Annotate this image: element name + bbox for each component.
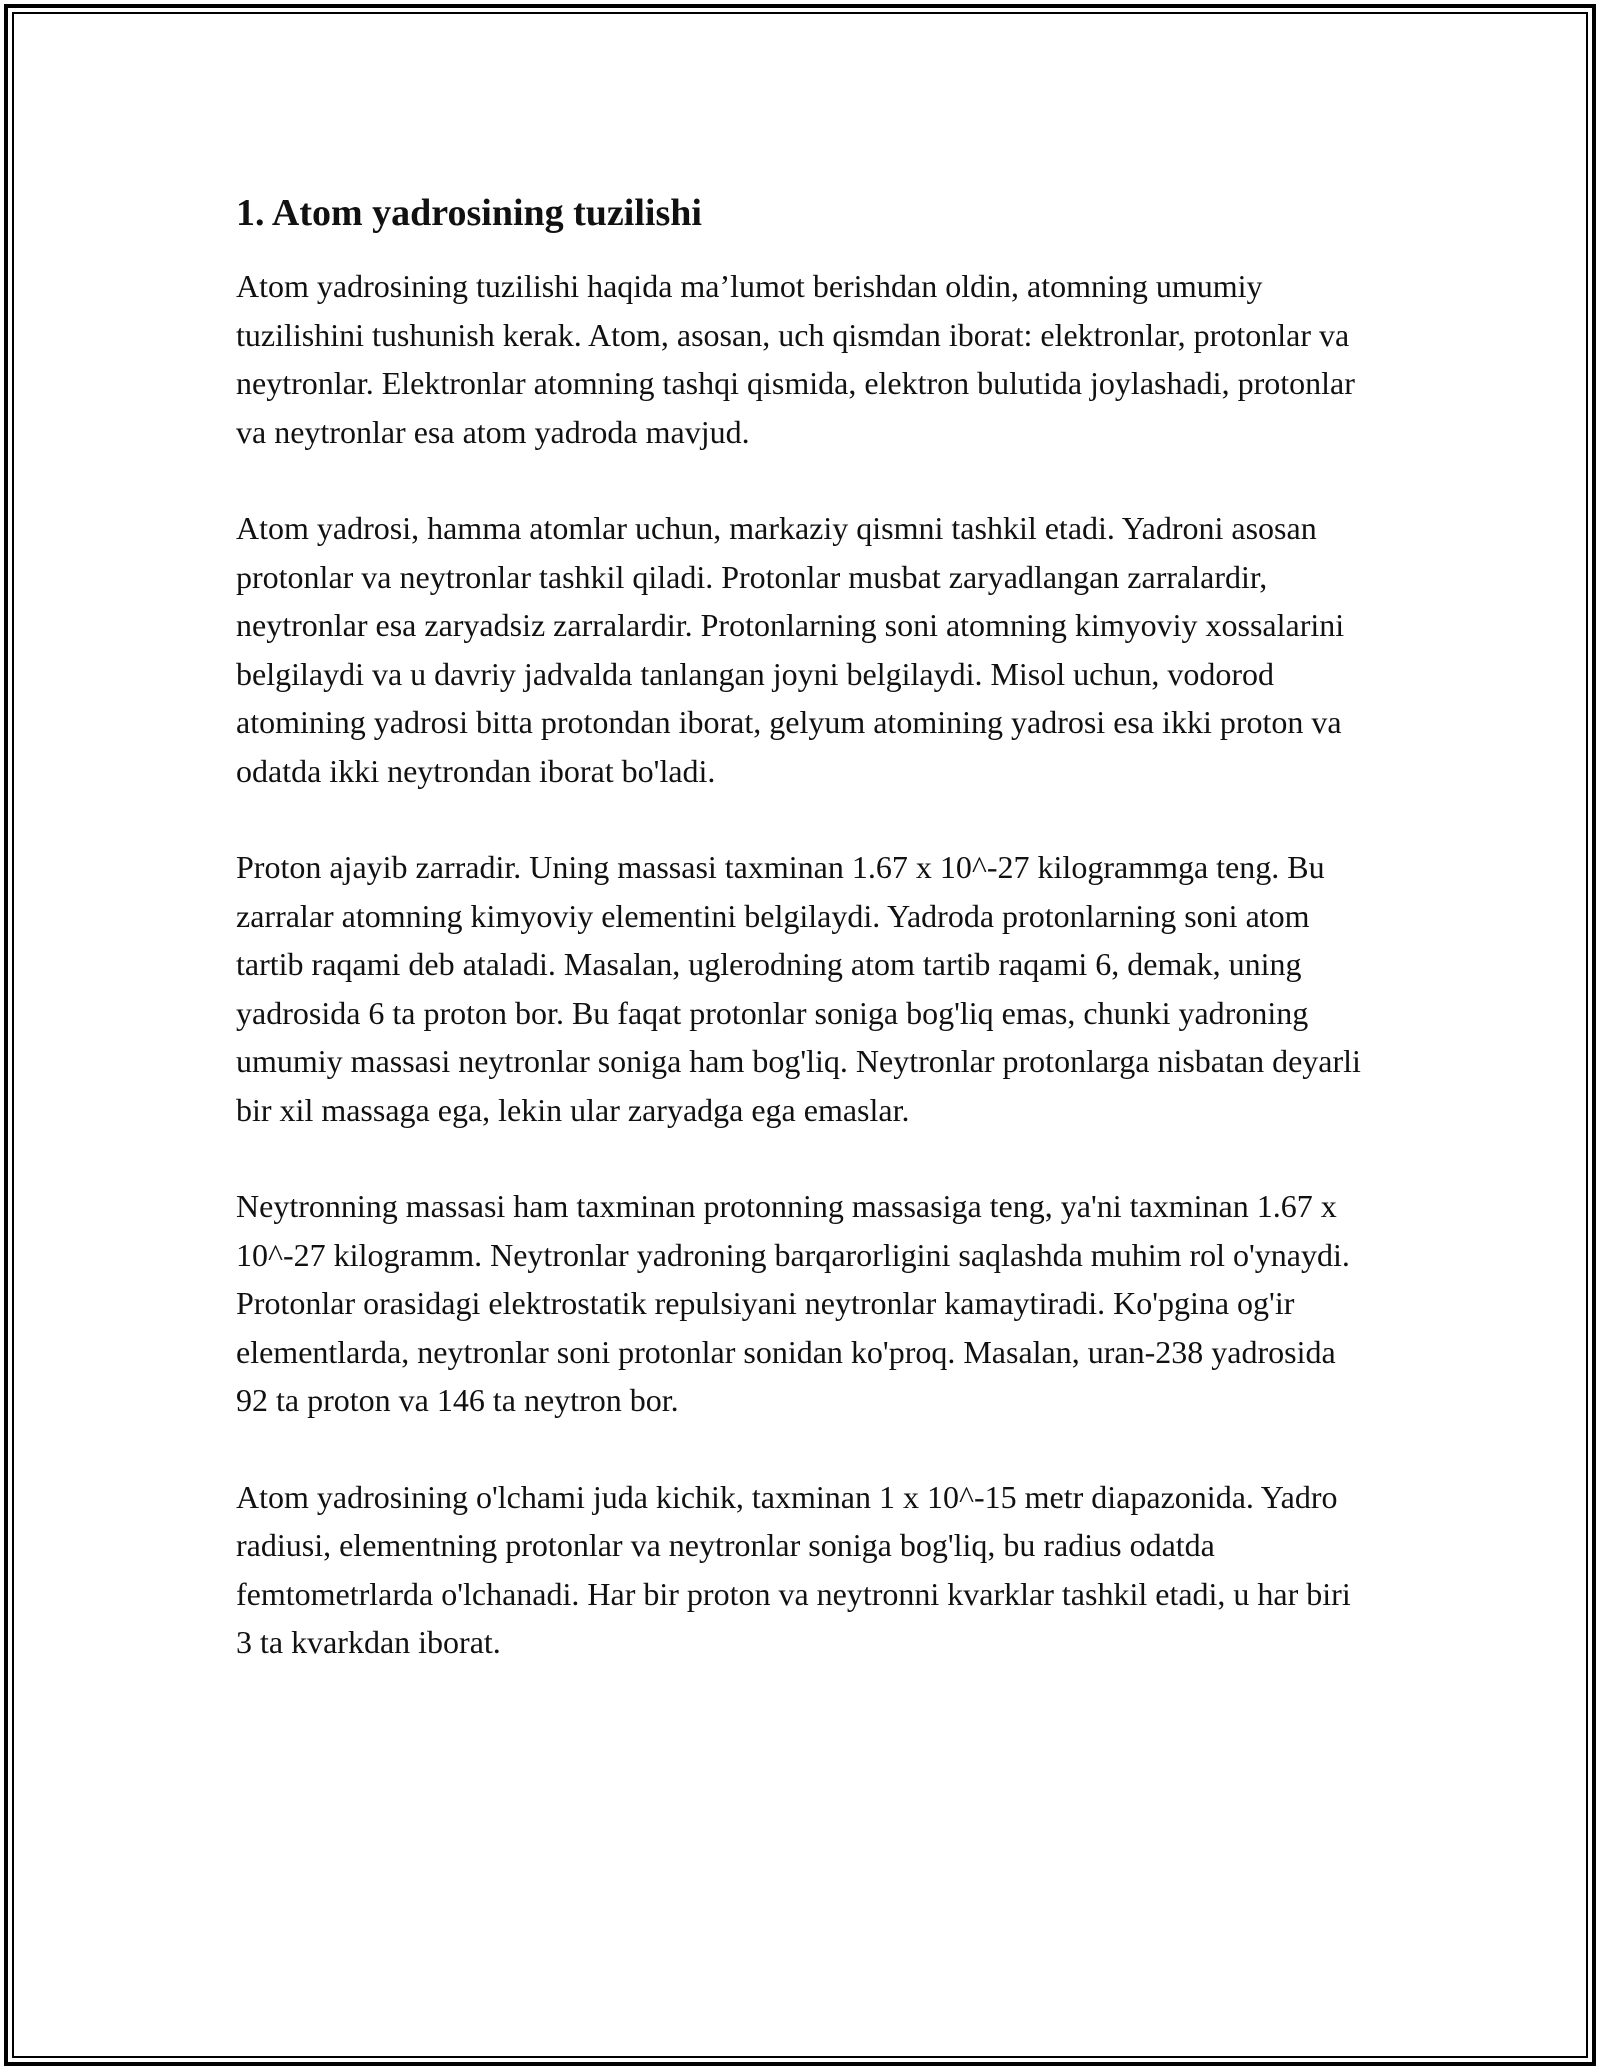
paragraph: Proton ajayib zarradir. Uning massasi taxminan 1.67 x 10^-27 kilogrammga teng. Bu zarralar atomning kimyoviy elementini belgilaydi. Yadroda protonlarning soni atom tartib raqami deb ataladi. Masalan, uglerodning atom tartib raqami 6, demak, uning yadrosida 6 ta proton bor. Bu faqat protonlar soniga bog'liq emas, chunki yadroning umumiy massasi neytronlar soniga ham bog'liq. Neytronlar protonlarga nisbatan deyarli bir xil massaga ega, lekin ular zaryadga ega emaslar. xyxy=(236,849,1361,1128)
document-body xyxy=(236,186,1366,1715)
section-heading: 1. Atom yadrosining tuzilishi xyxy=(236,192,702,234)
paragraph: Neytronning massasi ham taxminan protonning massasiga teng, ya'ni taxminan 1.67 x 10^-27 kilogramm. Neytronlar yadroning barqarorligini saqlashda muhim rol o'ynaydi. Protonlar orasidagi elektrostatik repulsiyani neytronlar kamaytiradi. Ko'pgina og'ir elementlarda, neytronlar soni protonlar sonidan ko'proq. Masalan, uran-238 yadrosida 92 ta proton va 146 ta neytron bor. xyxy=(236,1188,1350,1418)
paragraph: Atom yadrosining o'lchami juda kichik, taxminan 1 x 10^-15 metr diapazonida. Yadro radiusi, elementning protonlar va neytronlar soniga bog'liq, bu radius odatda femtometrlarda o'lchanadi. Har bir proton va neytronni kvarklar tashkil etadi, u har biri 3 ta kvarkdan iborat. xyxy=(236,1478,1351,1660)
paragraph: Atom yadrosi, hamma atomlar uchun, markaziy qismni tashkil etadi. Yadroni asosan protonlar va neytronlar tashkil qiladi. Protonlar musbat zaryadlangan zarralardir, neytronlar esa zaryadsiz zarralardir. Protonlarning soni atomning kimyoviy xossalarini belgilaydi va u davriy jadvalda tanlangan joyni belgilaydi. Misol uchun, vodorod atomining yadrosi bitta protondan iborat, gelyum atomining yadrosi esa ikki proton va odatda ikki neytrondan iborat bo'ladi. xyxy=(236,510,1345,789)
paragraph: Atom yadrosining tuzilishi haqida ma’lumot berishdan oldin, atomning umumiy tuzilishini tushunish kerak. Atom, asosan, uch qismdan iborat: elektronlar, protonlar va neytronlar. Elektronlar atomning tashqi qismida, elektron bulutida joylashadi, protonlar va neytronlar esa atom yadroda mavjud. xyxy=(236,268,1355,450)
